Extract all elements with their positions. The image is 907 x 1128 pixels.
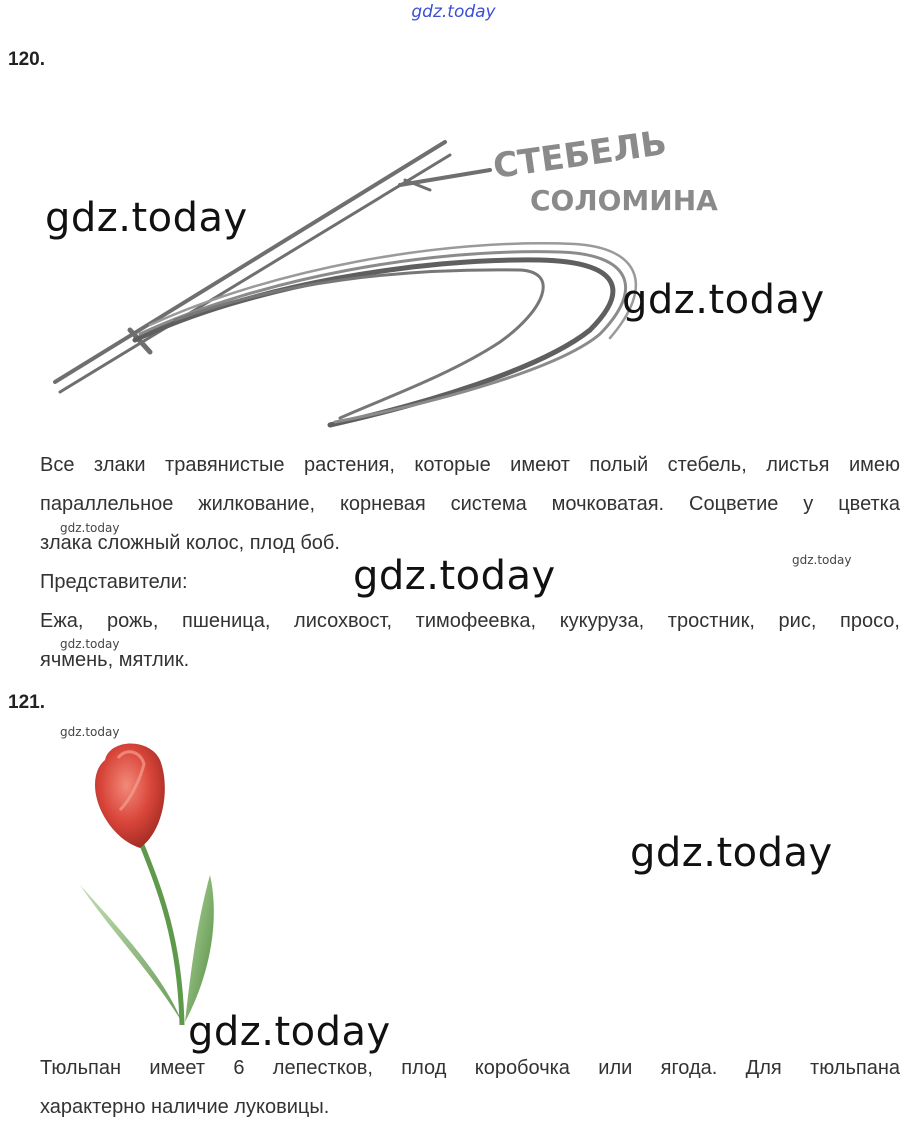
watermark: gdz.today: [60, 637, 120, 651]
watermark: gdz.today: [353, 553, 556, 599]
watermark: gdz.today: [622, 277, 825, 323]
watermark: gdz.today: [60, 521, 120, 535]
text-line: Все злаки травянистые растения, которые имеют полый стебель, листья имею: [40, 454, 900, 476]
task-number-120: 120.: [8, 49, 45, 70]
watermark: gdz.today: [792, 553, 852, 567]
site-link[interactable]: gdz.today: [411, 2, 496, 22]
watermark: gdz.today: [60, 725, 120, 739]
watermark: gdz.today: [630, 830, 833, 876]
text-line: ячмень, мятлик.: [40, 649, 190, 671]
drawing-label-stem: СТЕБЕЛЬ: [490, 122, 670, 187]
text-line: характерно наличие луковицы.: [40, 1096, 330, 1118]
text-line: Тюльпан имеет 6 лепестков, плод коробочка или ягода. Для тюльпана: [40, 1057, 900, 1079]
text-line: злака сложный колос, плод боб.: [40, 532, 340, 554]
representatives-label: Представители:: [40, 571, 188, 593]
text-line: Ежа, рожь, пшеница, лисохвост, тимофеевка, кукуруза, тростник, рис, просо,: [40, 610, 900, 632]
task-121-text: [40, 1049, 900, 1127]
task-number-121: 121.: [8, 692, 45, 713]
drawing-label-straw: СОЛОМИНА: [530, 184, 718, 217]
watermark: gdz.today: [45, 195, 248, 241]
watermark: gdz.today: [188, 1009, 391, 1055]
tulip-image: [70, 740, 230, 1030]
text-line: параллельное жилкование, корневая система мочковатая. Соцветие у цветка: [40, 493, 900, 515]
